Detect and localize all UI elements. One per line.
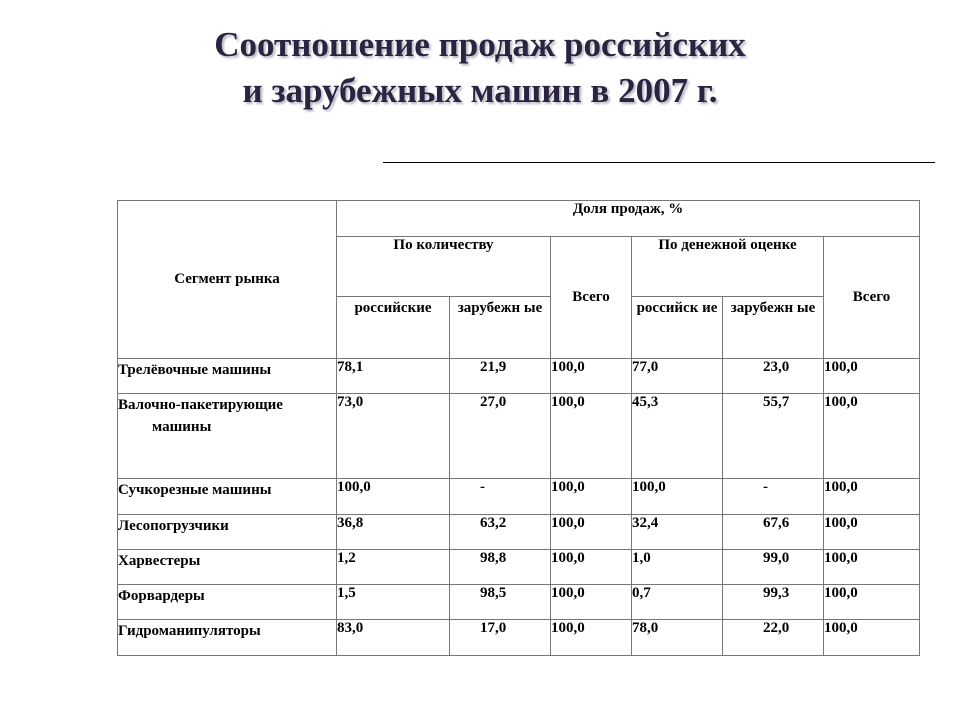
quantity-russian-header: российские — [337, 297, 450, 359]
row-name: Сучкорезные машины — [118, 479, 337, 515]
row-name: Трелёвочные машины — [118, 359, 337, 394]
cell-qty-foreign: 21,9 — [450, 359, 551, 394]
row-name-line-1: Валочно-пакетирующие — [118, 397, 283, 413]
cell-money-foreign: 67,6 — [723, 515, 824, 550]
title-divider — [383, 162, 935, 163]
sales-table — [117, 200, 920, 656]
money-total-header: Всего — [824, 237, 920, 359]
cell-money-total: 100,0 — [824, 585, 920, 620]
by-money-header: По денежной оценке — [632, 237, 824, 297]
row-name: Форвардеры — [118, 585, 337, 620]
title-line-2: и зарубежных машин в 2007 г. — [242, 71, 718, 110]
cell-qty-total: 100,0 — [551, 394, 632, 479]
cell-money-foreign: - — [723, 479, 824, 515]
cell-qty-foreign: 27,0 — [450, 394, 551, 479]
cell-money-russian: 45,3 — [632, 394, 723, 479]
row-name: Харвестеры — [118, 550, 337, 585]
cell-money-total: 100,0 — [824, 359, 920, 394]
table-row — [118, 359, 920, 394]
by-quantity-header: По количеству — [337, 237, 551, 297]
table-row — [118, 394, 920, 479]
cell-qty-russian: 1,5 — [337, 585, 450, 620]
table-row — [118, 620, 920, 656]
row-name: Лесопогрузчики — [118, 515, 337, 550]
cell-money-foreign: 55,7 — [723, 394, 824, 479]
cell-money-russian: 32,4 — [632, 515, 723, 550]
cell-qty-russian: 36,8 — [337, 515, 450, 550]
cell-money-russian: 77,0 — [632, 359, 723, 394]
cell-money-total: 100,0 — [824, 550, 920, 585]
cell-money-foreign: 23,0 — [723, 359, 824, 394]
slide-title — [0, 22, 960, 114]
cell-qty-russian: 100,0 — [337, 479, 450, 515]
cell-qty-total: 100,0 — [551, 515, 632, 550]
cell-money-total: 100,0 — [824, 394, 920, 479]
cell-qty-russian: 1,2 — [337, 550, 450, 585]
cell-money-foreign: 99,3 — [723, 585, 824, 620]
cell-qty-total: 100,0 — [551, 550, 632, 585]
cell-money-total: 100,0 — [824, 479, 920, 515]
cell-qty-total: 100,0 — [551, 359, 632, 394]
cell-qty-total: 100,0 — [551, 585, 632, 620]
cell-money-russian: 100,0 — [632, 479, 723, 515]
cell-money-total: 100,0 — [824, 620, 920, 656]
header-row-1 — [118, 201, 920, 237]
row-name — [118, 394, 337, 479]
cell-qty-total: 100,0 — [551, 479, 632, 515]
cell-qty-russian: 78,1 — [337, 359, 450, 394]
money-russian-header: российск ие — [632, 297, 723, 359]
cell-qty-russian: 83,0 — [337, 620, 450, 656]
cell-money-russian: 1,0 — [632, 550, 723, 585]
cell-money-russian: 78,0 — [632, 620, 723, 656]
share-header: Доля продаж, % — [337, 201, 920, 237]
row-name: Гидроманипуляторы — [118, 620, 337, 656]
cell-qty-foreign: 63,2 — [450, 515, 551, 550]
title-line-1: Соотношение продаж российских — [214, 25, 746, 64]
table-row — [118, 550, 920, 585]
segment-header: Сегмент рынка — [118, 201, 337, 359]
cell-qty-foreign: 98,8 — [450, 550, 551, 585]
quantity-foreign-header: зарубежн ые — [450, 297, 551, 359]
quantity-total-header: Всего — [551, 237, 632, 359]
cell-qty-foreign: 98,5 — [450, 585, 551, 620]
cell-money-foreign: 22,0 — [723, 620, 824, 656]
cell-qty-foreign: 17,0 — [450, 620, 551, 656]
table-row — [118, 479, 920, 515]
table-row — [118, 515, 920, 550]
cell-money-russian: 0,7 — [632, 585, 723, 620]
cell-qty-russian: 73,0 — [337, 394, 450, 479]
row-name-line-2: машины — [152, 419, 212, 435]
cell-money-total: 100,0 — [824, 515, 920, 550]
cell-qty-total: 100,0 — [551, 620, 632, 656]
cell-qty-foreign: - — [450, 479, 551, 515]
cell-money-foreign: 99,0 — [723, 550, 824, 585]
money-foreign-header: зарубежн ые — [723, 297, 824, 359]
table-row — [118, 585, 920, 620]
